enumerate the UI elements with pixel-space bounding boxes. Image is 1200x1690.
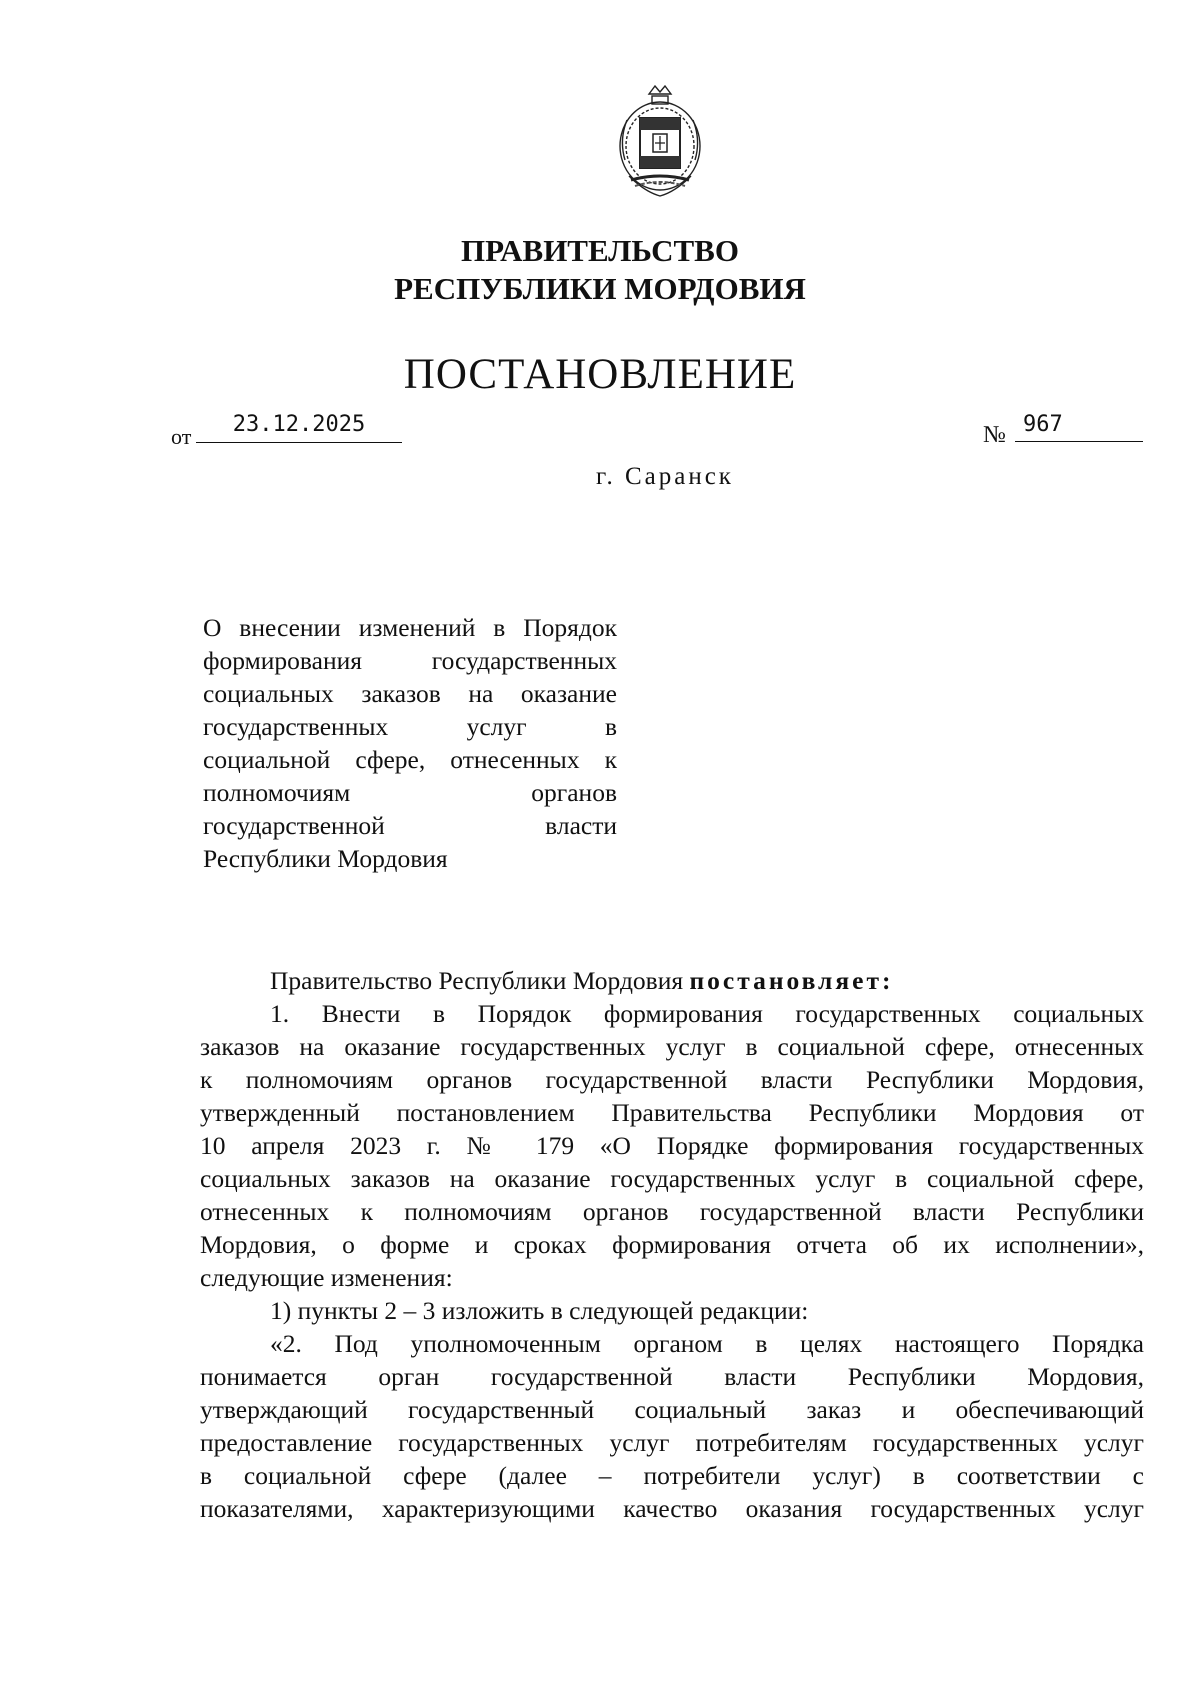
organization-name	[0, 232, 1200, 308]
subject-line: О внесении изменений в Порядок	[203, 613, 617, 642]
subject-line: Республики Мордовия	[203, 844, 448, 873]
body-line: Мордовия, о форме и сроках формирования отчета об их исполнении»,	[200, 1230, 1144, 1259]
body-line: 1. Внести в Порядок формирования государственных социальных	[270, 999, 1144, 1028]
intro-text: Правительство Республики Мордовия	[270, 966, 684, 995]
date-prefix: от	[171, 424, 192, 449]
coat-of-arms-emblem	[605, 80, 715, 202]
body-line: утвержденный постановлением Правительства Республики Мордовия от	[200, 1098, 1144, 1127]
subject-line: формирования государственных	[203, 646, 617, 675]
document-date: 23.12.2025	[196, 412, 402, 443]
body-line: утверждающий государственный социальный заказ и обеспечивающий	[200, 1395, 1144, 1424]
body-line: в социальной сфере (далее – потребители услуг) в соответствии с	[200, 1461, 1144, 1490]
body-line: отнесенных к полномочиям органов государственной власти Республики	[200, 1197, 1144, 1226]
document-type: ПОСТАНОВЛЕНИЕ	[403, 351, 797, 398]
body-line: заказов на оказание государственных услуг в социальной сфере, отнесенных	[200, 1032, 1144, 1061]
subject-line: социальной сфере, отнесенных к	[203, 745, 617, 774]
city: г. Саранск	[596, 463, 734, 490]
body-line: социальных заказов на оказание государственных услуг в социальной сфере,	[200, 1164, 1144, 1193]
organization-line-2: РЕСПУБЛИКИ МОРДОВИЯ	[394, 271, 806, 306]
subject-line: социальных заказов на оказание	[203, 679, 617, 708]
subject-line: государственной власти	[203, 811, 617, 840]
document-body	[200, 964, 1144, 1525]
decree-word: постановляет:	[689, 966, 894, 995]
body-line: следующие изменения:	[200, 1263, 453, 1292]
body-line: «2. Под уполномоченным органом в целях настоящего Порядка	[270, 1329, 1144, 1358]
number-prefix: №	[983, 422, 1006, 448]
body-line: к полномочиям органов государственной власти Республики Мордовия,	[200, 1065, 1144, 1094]
organization-line-1: ПРАВИТЕЛЬСТВО	[461, 233, 739, 268]
body-line: показателями, характеризующими качество оказания государственных услуг	[200, 1494, 1144, 1523]
intro-paragraph	[200, 964, 1144, 997]
document-number: 967	[1015, 412, 1143, 442]
body-line: 10 апреля 2023 г. № 179 «О Порядке формирования государственных	[200, 1131, 1144, 1160]
body-line: понимается орган государственной власти Республики Мордовия,	[200, 1362, 1144, 1391]
subject-line: государственных услуг в	[203, 712, 617, 741]
subject-line: полномочиям органов	[203, 778, 617, 807]
body-line: предоставление государственных услуг потребителям государственных услуг	[200, 1428, 1144, 1457]
document-subject	[203, 611, 617, 875]
body-line: 1) пункты 2 – 3 изложить в следующей редакции:	[270, 1296, 809, 1325]
